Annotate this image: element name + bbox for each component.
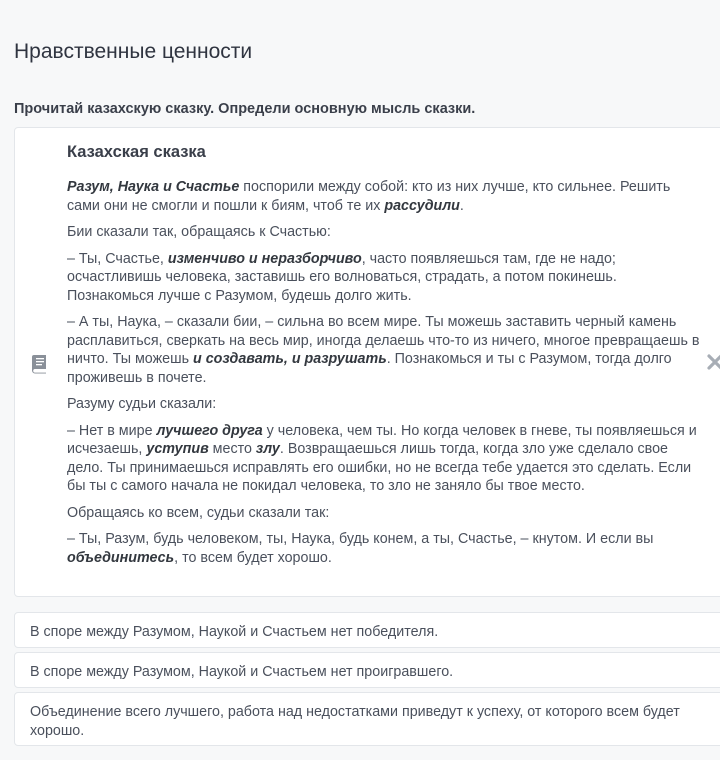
- page-title: Нравственные ценности: [14, 40, 253, 63]
- story-text: Бии сказали так, обращаясь к Счастью:: [67, 224, 331, 240]
- story-content: [67, 142, 707, 575]
- close-icon[interactable]: [707, 354, 720, 370]
- story-paragraph: [67, 223, 707, 242]
- story-text: Обращаясь ко всем, судьи сказали так:: [67, 504, 330, 521]
- task-instruction: Прочитай казахскую сказку. Определи основную мысль сказки.: [14, 101, 476, 117]
- story-text: – Ты, Разум, будь человеком, ты, Наука, будь конем, а ты, Счастье, – кнутом. И если вы: [67, 531, 654, 547]
- story-card: [14, 127, 720, 597]
- story-text: , часто появляешься там, где не надо; осчастливишь человека, заставишь его волноваться, страдать, а потом покинешь. Познакомься лучше с Разумом, будешь долго жить.: [67, 250, 617, 304]
- emphasized-text: рассудили: [384, 197, 460, 214]
- story-paragraph: [67, 313, 707, 387]
- story-text: .: [459, 197, 464, 214]
- story-paragraph: [67, 178, 707, 215]
- story-paragraph: [67, 422, 707, 496]
- story-text: Разуму судьи сказали:: [67, 396, 217, 412]
- book-icon: [31, 354, 49, 374]
- story-text: поспорили между собой: кто из них лучше, кто сильнее. Решить сами они не смогли и пошли к биям, чтоб те их: [67, 179, 671, 214]
- story-paragraph: [67, 530, 707, 567]
- story-text: . Возвращаешься лишь тогда, когда зло уже сделало свое дело. Ты принимаешься исправлять его ошибки, но не всегда тебе удается это сделать. Если бы ты с самого начала не покидал человека, то зло не заняло бы твое место.: [67, 441, 692, 494]
- story-title: Казахская сказка: [67, 143, 206, 161]
- answer-option-3[interactable]: Объединение всего лучшего, работа над недостатками приведут к успеху, от которого всем будет хорошо.: [14, 692, 720, 746]
- story-text: у человека, чем ты. Но когда человек в гневе, ты появляешься и исчезаешь,: [67, 422, 697, 457]
- story-text: – А ты, Наука, – сказали бии, – сильна во всем мире. Ты можешь заставить черный камень расплавиться, сверкать на весь мир, иногда делаешь что-то из ничего, многое превращаешь в ничто. Ты можешь: [67, 314, 700, 367]
- emphasized-text: изменчиво и неразборчиво: [167, 250, 362, 267]
- emphasized-text: лучшего друга: [156, 422, 263, 439]
- story-paragraphs: [67, 178, 707, 567]
- emphasized-text: Разум, Наука и Счастье: [67, 179, 240, 195]
- emphasized-text: злу: [255, 441, 280, 457]
- story-paragraph: [67, 504, 707, 523]
- story-text: . Познакомься и ты с Разумом, тогда долго проживешь в почете.: [67, 351, 672, 386]
- story-text: место: [208, 441, 256, 457]
- answer-option-1[interactable]: В споре между Разумом, Наукой и Счастьем нет победителя.: [14, 612, 720, 648]
- story-text: – Ты, Счастье,: [67, 250, 168, 267]
- story-paragraph: [67, 395, 707, 414]
- emphasized-text: уступив: [146, 441, 209, 457]
- emphasized-text: объединитесь: [67, 549, 175, 566]
- story-paragraph: [67, 250, 707, 306]
- story-text: , то всем будет хорошо.: [174, 549, 332, 566]
- answer-option-2[interactable]: В споре между Разумом, Наукой и Счастьем нет проигравшего.: [14, 652, 720, 688]
- story-text: – Нет в мире: [67, 422, 157, 439]
- emphasized-text: и создавать, и разрушать: [193, 351, 387, 367]
